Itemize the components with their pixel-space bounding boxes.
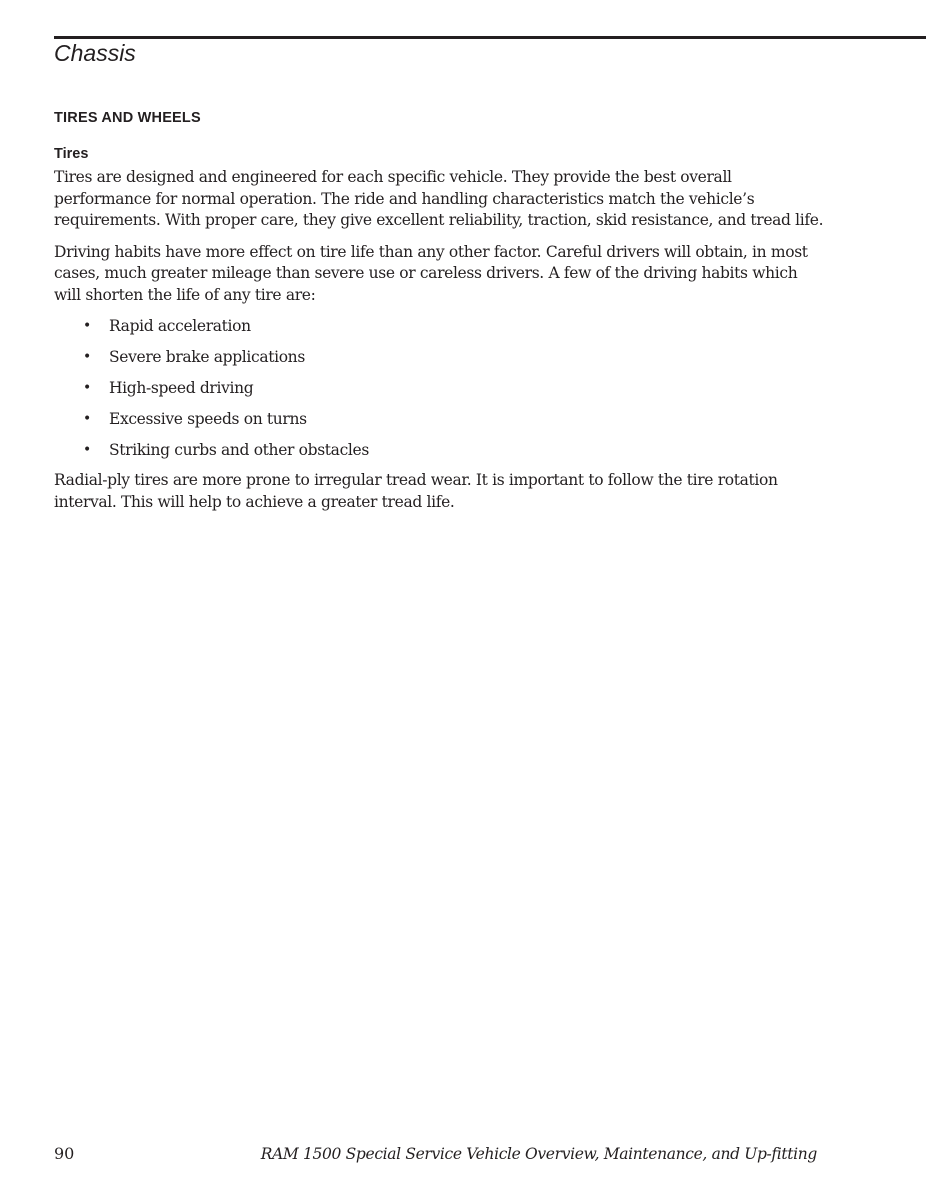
list-item <box>54 347 824 369</box>
paragraph: Tires are designed and engineered for each specific vehicle. They provide the best overall performance for normal operation. The ride and handling characteristics match the vehicle’s requirements. With proper care, they give excellent reliability, traction, skid resistance, and tread life. <box>54 168 824 229</box>
bullet-icon: • <box>83 379 91 396</box>
list-item <box>54 316 824 338</box>
section-heading: TIRES AND WHEELS <box>54 110 201 126</box>
list-item-text: Excessive speeds on turns <box>109 409 307 428</box>
list-item <box>54 409 824 431</box>
bullet-icon: • <box>83 441 91 458</box>
section-title: Chassis <box>54 40 136 66</box>
header-rule <box>54 36 926 39</box>
paragraph: Driving habits have more effect on tire life than any other factor. Careful drivers will obtain, in most cases, much greater mileage than severe use or careless drivers. A few of the driving habits which will shorten the life of any tire are: <box>54 242 808 304</box>
list-item-text: High-speed driving <box>109 378 254 397</box>
list-item-text: Severe brake applications <box>109 347 305 366</box>
list-item-text: Rapid acceleration <box>109 317 251 335</box>
bullet-icon: • <box>83 318 91 334</box>
page-content <box>54 108 824 523</box>
footer-document-title: RAM 1500 Special Service Vehicle Overview, Maintenance, and Up-fitting <box>260 1145 817 1163</box>
list-item <box>54 378 824 400</box>
list-item-text: Striking curbs and other obstacles <box>109 440 369 459</box>
list-item <box>54 440 824 462</box>
page-number: 90 <box>54 1144 75 1163</box>
subsection-heading: Tires <box>54 146 89 162</box>
bullet-icon: • <box>83 410 91 427</box>
bullet-list <box>54 316 824 461</box>
bullet-icon: • <box>83 348 91 365</box>
closing-paragraph: Radial-ply tires are more prone to irregular tread wear. It is important to follow the tire rotation interval. This will help to achieve a greater tread life. <box>54 471 778 511</box>
